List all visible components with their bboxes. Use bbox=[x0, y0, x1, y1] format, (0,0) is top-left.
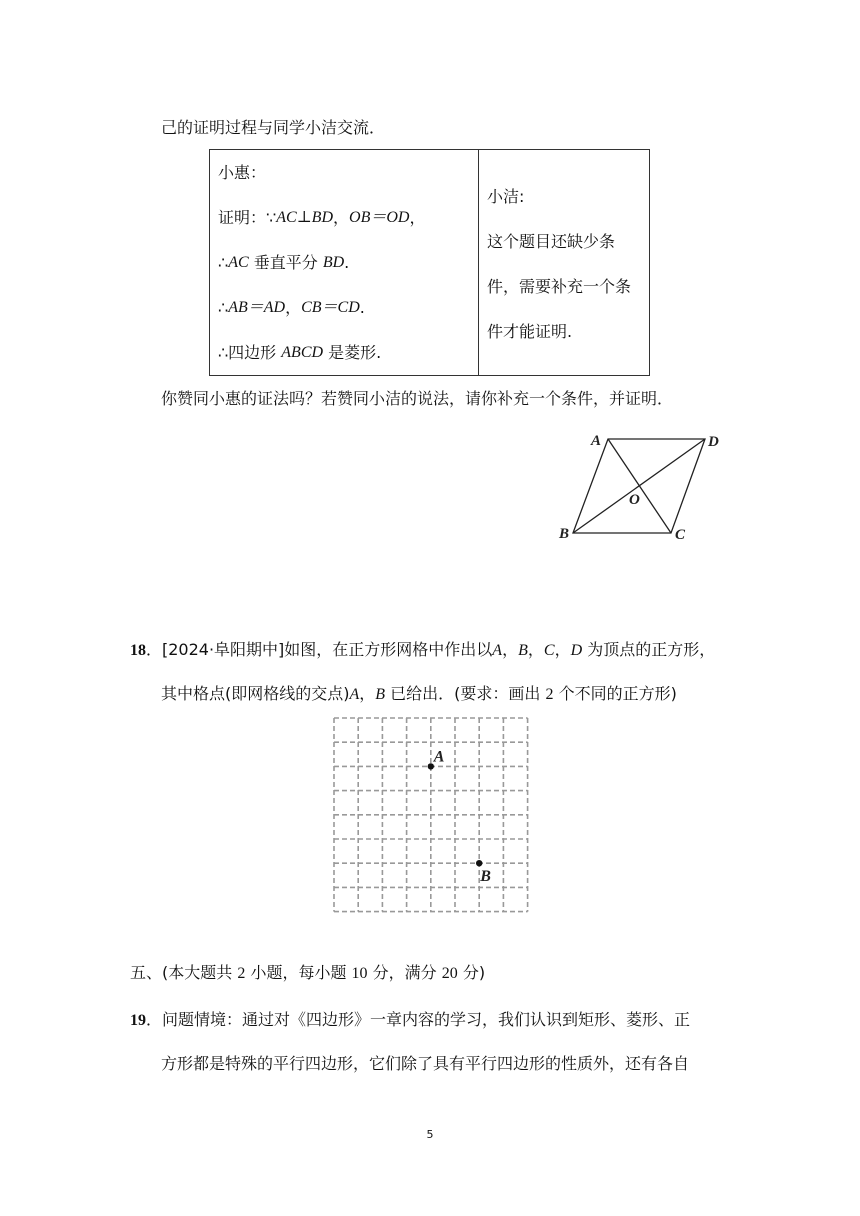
xiaojie-title: 小洁: bbox=[487, 186, 525, 206]
xiaojie-line-2: 件，需要补充一个条 bbox=[487, 276, 632, 296]
proof-table bbox=[209, 149, 650, 376]
q19-line-1: 19．问题情境：通过对《四边形》一章内容的学习，我们认识到矩形、菱形、正 bbox=[130, 1010, 691, 1029]
grid-figure bbox=[328, 712, 534, 918]
xiaojie-line-3: 件才能证明. bbox=[487, 321, 573, 341]
point-b bbox=[476, 860, 482, 866]
q19-number: 19 bbox=[130, 1012, 146, 1029]
label-a: A bbox=[591, 433, 602, 449]
grid-label-a: A bbox=[433, 748, 445, 766]
proof-row-1: 证明：∵ AC⊥BD ， OB＝OD ， bbox=[218, 207, 426, 227]
grid-label-b: B bbox=[480, 868, 491, 886]
q18-number: 18 bbox=[130, 642, 146, 659]
xiaojie-cell bbox=[479, 150, 650, 376]
q18-line-2: 其中格点(即网格线的交点)A，B 已给出．(要求：画出 2 个不同的正方形) bbox=[161, 684, 677, 703]
intro-line: 己的证明过程与同学小洁交流． bbox=[161, 118, 386, 137]
label-b: B bbox=[559, 526, 570, 542]
rhombus-figure bbox=[555, 428, 725, 548]
page-number: 5 bbox=[426, 1128, 434, 1141]
question-line: 你赞同小惠的证法吗？若赞同小洁的说法，请你补充一个条件，并证明． bbox=[161, 389, 674, 408]
q18-line-1: 18．[2024·阜阳期中]如图，在正方形网格中作出以A，B，C，D 为顶点的正方形， bbox=[130, 640, 716, 659]
label-o: O bbox=[629, 492, 640, 508]
proof-row-2: ∴ AC 垂直平分 BD . bbox=[218, 252, 350, 272]
xiaojie-line-1: 这个题目还缺少条 bbox=[487, 231, 616, 251]
q19-line-2: 方形都是特殊的平行四边形，它们除了具有平行四边形的性质外，还有各自 bbox=[161, 1054, 690, 1073]
label-d: D bbox=[708, 434, 719, 450]
proof-row-3: ∴ AB＝AD ， CB＝CD . bbox=[218, 297, 365, 317]
diagonal-bd bbox=[573, 439, 705, 533]
section-5-heading: 五、(本大题共 2 小题，每小题 10 分，满分 20 分) bbox=[130, 963, 486, 982]
xiaohui-cell bbox=[210, 150, 479, 376]
xiaohui-title: 小惠： bbox=[218, 162, 267, 182]
label-c: C bbox=[675, 527, 686, 543]
proof-row-4: ∴四边形 ABCD 是菱形. bbox=[218, 342, 382, 362]
